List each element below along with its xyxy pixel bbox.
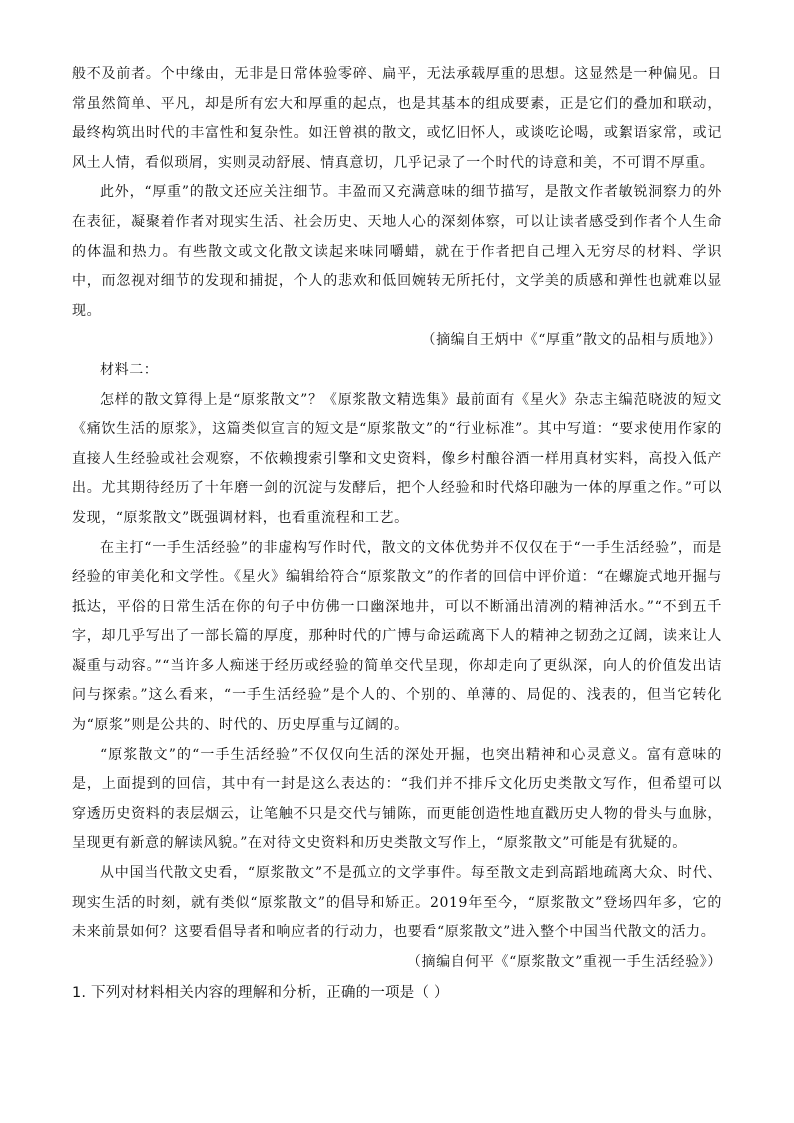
- document-page: [72, 60, 722, 1009]
- article2-source: （摘编自何平《“原浆散文”重视一手生活经验》）: [406, 953, 722, 970]
- article1-paragraph-1: 般不及前者。个中缘由，无非是日常体验零碎、扁平，无法承载厚重的思想。这显然是一种偏见。日常虽然简单、平凡，却是所有宏大和厚重的起点，也是其基本的组成要素，正是它们的叠加和联动，最终构筑出时代的丰富性和复杂性。如汪曾祺的散文，或忆旧怀人，或谈吃论喝，或絮语家常，或记风土人情，看似琐屑，实则灵动舒展、情真意切，几乎记录了一个时代的诗意和美，不可谓不厚重。: [72, 66, 722, 171]
- article2-paragraph-3: “原浆散文”的“一手生活经验”不仅仅向生活的深处开掘，也突出精神和心灵意义。富有意味的是，上面提到的回信，其中有一封是这么表达的：“我们并不排斥文化历史类散文写作，但希望可以穿透历史资料的表层烟云，让笔触不只是交代与铺陈，而更能创造性地直戳历史人物的骨头与血脉，呈现更有新意的解读风貌。”在对待文史资料和历史类散文写作上，“原浆散文”可能是有犹疑的。: [72, 746, 722, 852]
- article2-paragraph-4: 从中国当代散文史看，“原浆散文”不是孤立的文学事件。每至散文走到高蹈地疏离大众、时代、现实生活的时刻，就有类似“原浆散文”的倡导和矫正。2019年至今，“原浆散文”登场四年多，它的未来前景如何？这要看倡导者和响应者的行动力，也要看“原浆散文”进入整个中国当代散文的活力。: [72, 865, 722, 941]
- article2-paragraph-1: 怎样的散文算得上是“原浆散文”？《原浆散文精选集》最前面有《星火》杂志主编范晓波的短文《痛饮生活的原浆》，这篇类似宣言的短文是“原浆散文”的“行业标准”。其中写道：“要求使用作家的直接人生经验或社会观察，不依赖搜索引擎和文史资料，像乡村酿谷酒一样用真材实料，高投入低产出。尤其期待经历了十年磨一剑的沉淀与发酵后，把个人经验和时代烙印融为一体的厚重之作。”可以发现，“原浆散文”既强调材料，也看重流程和工艺。: [72, 391, 722, 526]
- article2-paragraph-2: 在主打“一手生活经验”的非虚构写作时代，散文的文体优势并不仅仅在于“一手生活经验”，而是经验的审美化和文学性。《星火》编辑给符合“原浆散文”的作者的回信中评价道：“在螺旋式地开掘与抵达，平俗的日常生活在你的句子中仿佛一口幽深地井，可以不断涌出清冽的精神活水。”“不到五千字，却几乎写出了一部长篇的厚度，那种时代的广博与命运疏离下人的精神之韧劲之辽阔，读来让人凝重与动容。”“当许多人痴迷于经历或经验的简单交代呈现，你却走向了更纵深，向人的价值发出诘问与探索。”这么看来，“一手生活经验”是个人的、个别的、单薄的、局促的、浅表的，但当它转化为“原浆”则是公共的、时代的、历史厚重与辽阔的。: [72, 539, 722, 734]
- article1-source: （摘编自王炳中《“厚重”散文的品相与质地》）: [421, 332, 722, 349]
- article1-paragraph-2: 此外，“厚重”的散文还应关注细节。丰盈而又充满意味的细节描写，是散文作者敏锐洞察力的外在表征，凝聚着作者对现实生活、社会历史、天地人心的深刻体察，可以让读者感受到作者个人生命的体温和热力。有些散文或文化散文读起来味同嚼蜡，就在于作者把自己埋入无穷尽的材料、学识中，而忽视对细节的发现和捕捉，个人的悲欢和低回婉转无所托付，文学美的质感和弹性也就难以显现。: [72, 184, 722, 319]
- question-1-stem: 1. 下列对材料相关内容的理解和分析，正确的一项是（ ）: [72, 985, 449, 1002]
- article2-heading: 材料二：: [100, 361, 159, 378]
